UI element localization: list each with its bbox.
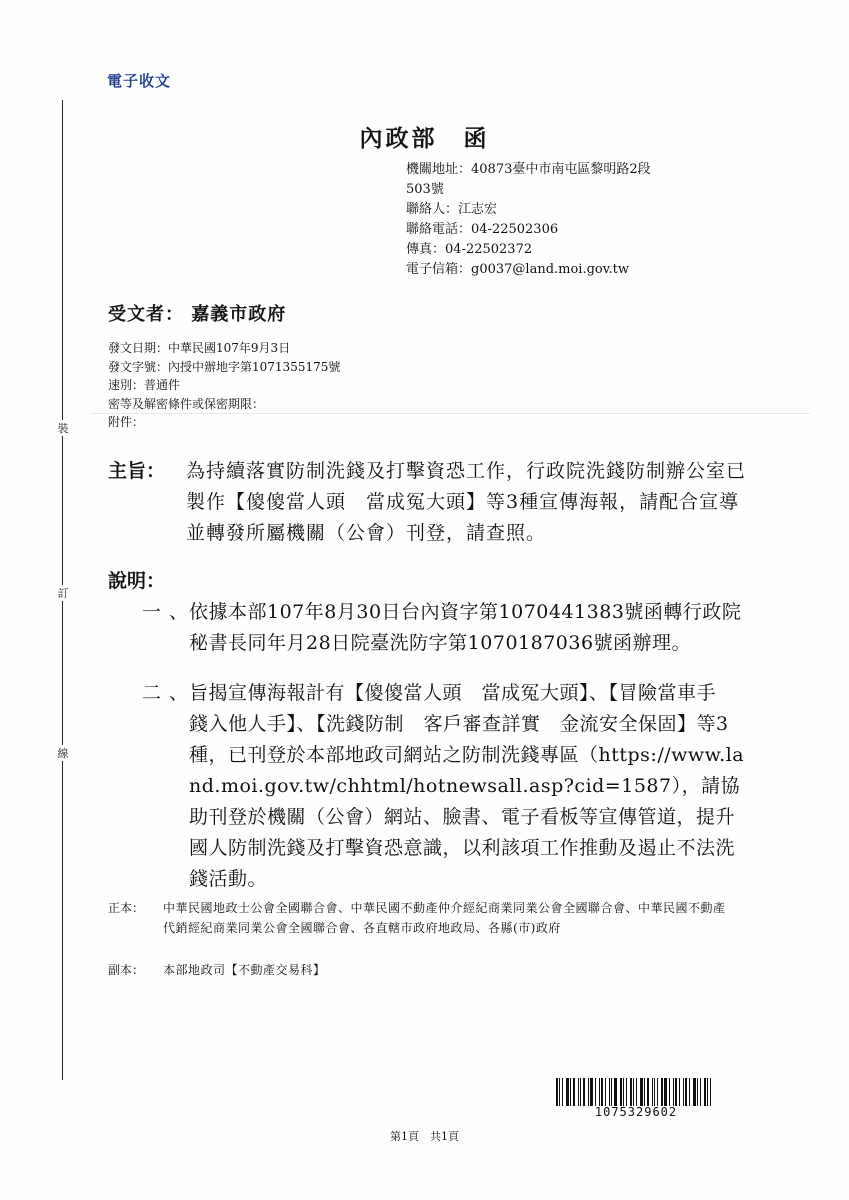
fax-label: 傳真： — [406, 242, 446, 257]
cc-copy-text: 本部地政司【不動產交易科】 — [163, 963, 326, 977]
issue-date-label: 發文日期： — [108, 341, 169, 355]
barcode-bar — [595, 1078, 596, 1106]
barcode-bar — [559, 1078, 560, 1106]
issue-meta — [108, 339, 340, 432]
subject-label: 主旨： — [108, 460, 166, 482]
email-value: g0037@land.moi.gov.tw — [471, 262, 630, 277]
item-text-1: 依據本部107年8月30日台內資字第1070441383號函轉行政院秘書長同年月28日院臺洗防字第1070187036號函辦理。 — [189, 601, 742, 654]
phone-value: 04-22502306 — [471, 222, 559, 237]
email-row — [406, 260, 651, 280]
barcode-bar — [562, 1078, 563, 1106]
cc-copy-label: 副本： — [108, 963, 145, 977]
issue-date-row — [108, 339, 340, 358]
item-number-1: 一、 — [142, 601, 197, 623]
item-number-2: 二、 — [142, 682, 197, 704]
speed-row — [108, 376, 340, 395]
barcode-bar — [664, 1078, 667, 1106]
barcode-bar — [590, 1078, 593, 1106]
barcode-bar — [669, 1078, 670, 1106]
contact-row — [406, 200, 651, 220]
barcode-bar — [623, 1078, 624, 1106]
fax-value: 04-22502372 — [445, 242, 533, 257]
barcode-bar — [580, 1078, 581, 1106]
contact-label: 聯絡人： — [406, 202, 459, 217]
binding-mark-xian: 線 — [55, 745, 71, 761]
document-title: 內政部 函 — [359, 125, 490, 152]
speed-label: 速別： — [108, 378, 145, 392]
fax-row — [406, 240, 651, 260]
barcode-bar — [689, 1078, 690, 1106]
cc-main-text: 中華民國地政士公會全國聯合會、中華民國不動產仲介經紀商業同業公會全國聯合會、中華民國不動產代銷經紀商業同業公會全國聯合會、各直轄市政府地政局、各縣(市)政府 — [163, 901, 726, 935]
barcode-bar — [697, 1078, 698, 1106]
barcode-bar — [679, 1078, 680, 1106]
issue-number-label: 發文字號： — [108, 359, 169, 374]
barcode-bar — [556, 1078, 558, 1106]
binding-mark-zhuang: 裝 — [55, 420, 71, 436]
barcode-bar — [644, 1078, 645, 1106]
barcode-bar — [578, 1078, 579, 1106]
barcode-bar — [652, 1078, 653, 1106]
barcode-bar — [609, 1078, 610, 1106]
recipient — [108, 300, 286, 326]
attachment-row: 附件： — [108, 415, 145, 429]
contact-value: 江志宏 — [458, 202, 498, 217]
barcode-bar — [583, 1078, 585, 1106]
email-label: 電子信箱： — [406, 262, 472, 277]
barcode-bar — [573, 1078, 575, 1106]
recipient-value: 嘉義市政府 — [191, 304, 287, 325]
barcode-bar — [633, 1078, 634, 1106]
barcode — [556, 1078, 716, 1106]
barcode-bar — [614, 1078, 617, 1106]
address-label: 機關地址： — [406, 162, 472, 177]
barcode-bar — [636, 1078, 637, 1106]
barcode-bar — [605, 1078, 606, 1106]
issue-date-value: 中華民國107年9月3日 — [168, 341, 291, 355]
barcode-bar — [710, 1078, 711, 1106]
barcode-bar — [611, 1078, 612, 1106]
barcode-bar — [570, 1078, 571, 1106]
security-row: 密等及解密條件或保密期限： — [108, 396, 265, 411]
barcode-bar — [620, 1078, 622, 1106]
barcode-bar — [630, 1078, 632, 1106]
barcode-bar — [654, 1078, 655, 1106]
barcode-bar — [640, 1078, 643, 1106]
phone-row — [406, 220, 651, 240]
barcode-bar — [675, 1078, 677, 1106]
phone-label: 聯絡電話： — [406, 222, 472, 237]
barcode-bar — [683, 1078, 684, 1106]
barcode-bar — [661, 1078, 663, 1106]
barcode-number: 1075329602 — [594, 1105, 678, 1119]
address-cont: 503號 — [406, 182, 444, 197]
explanation-label: 說明： — [108, 570, 166, 592]
address-row — [406, 160, 651, 180]
barcode-bar — [673, 1078, 674, 1106]
barcode-bar — [601, 1078, 603, 1106]
issue-number-row — [108, 358, 340, 377]
speed-value: 普通件 — [144, 378, 181, 392]
divider — [90, 413, 810, 414]
issue-number-value: 內授中辦地字第1071355175號 — [168, 359, 341, 374]
cc-main-label: 正本： — [108, 901, 145, 915]
recipient-label: 受文者： — [108, 304, 184, 325]
barcode-bar — [599, 1078, 600, 1106]
barcode-bar — [626, 1078, 627, 1106]
barcode-bar — [707, 1078, 708, 1106]
barcode-bar — [685, 1078, 687, 1106]
e-receipt-stamp: 電子收文 — [107, 72, 172, 90]
barcode-bar — [700, 1078, 701, 1106]
binding-mark-ding: 訂 — [55, 585, 71, 601]
barcode-bar — [657, 1078, 658, 1106]
subject-text: 為持續落實防制洗錢及打擊資恐工作，行政院洗錢防制辦公室已製作【傻傻當人頭 當成冤大頭】等3種宣傳海報，請配合宣導並轉發所屬機關（公會）刊登，請查照。 — [186, 460, 747, 544]
sender-info — [406, 160, 651, 280]
barcode-bar — [704, 1078, 706, 1106]
barcode-bar — [588, 1078, 589, 1106]
barcode-bar — [647, 1078, 649, 1106]
page-footer: 第1頁 共1頁 — [390, 1130, 459, 1143]
barcode-bar — [693, 1078, 696, 1106]
barcode-bar — [566, 1078, 569, 1106]
item-text-2: 旨揭宣傳海報計有【傻傻當人頭 當成冤大頭】、【冒險當車手 錢入他人手】、【洗錢防制 客戶審查詳實 金流安全保固】等3種，已刊登於本部地政司網站之防制洗錢專區（https://www.land.moi.gov.tw/chhtml/hotnewsall.asp?cid=1587），請協助刊登於機關（公會）網站、臉書、電子看板等宣傳管道，提升國人防制洗錢及打擊資恐意識，以利該項工作推動及遏止不法洗錢活動。 — [189, 682, 745, 890]
address-value: 40873臺中市南屯區黎明路2段 — [471, 162, 651, 177]
